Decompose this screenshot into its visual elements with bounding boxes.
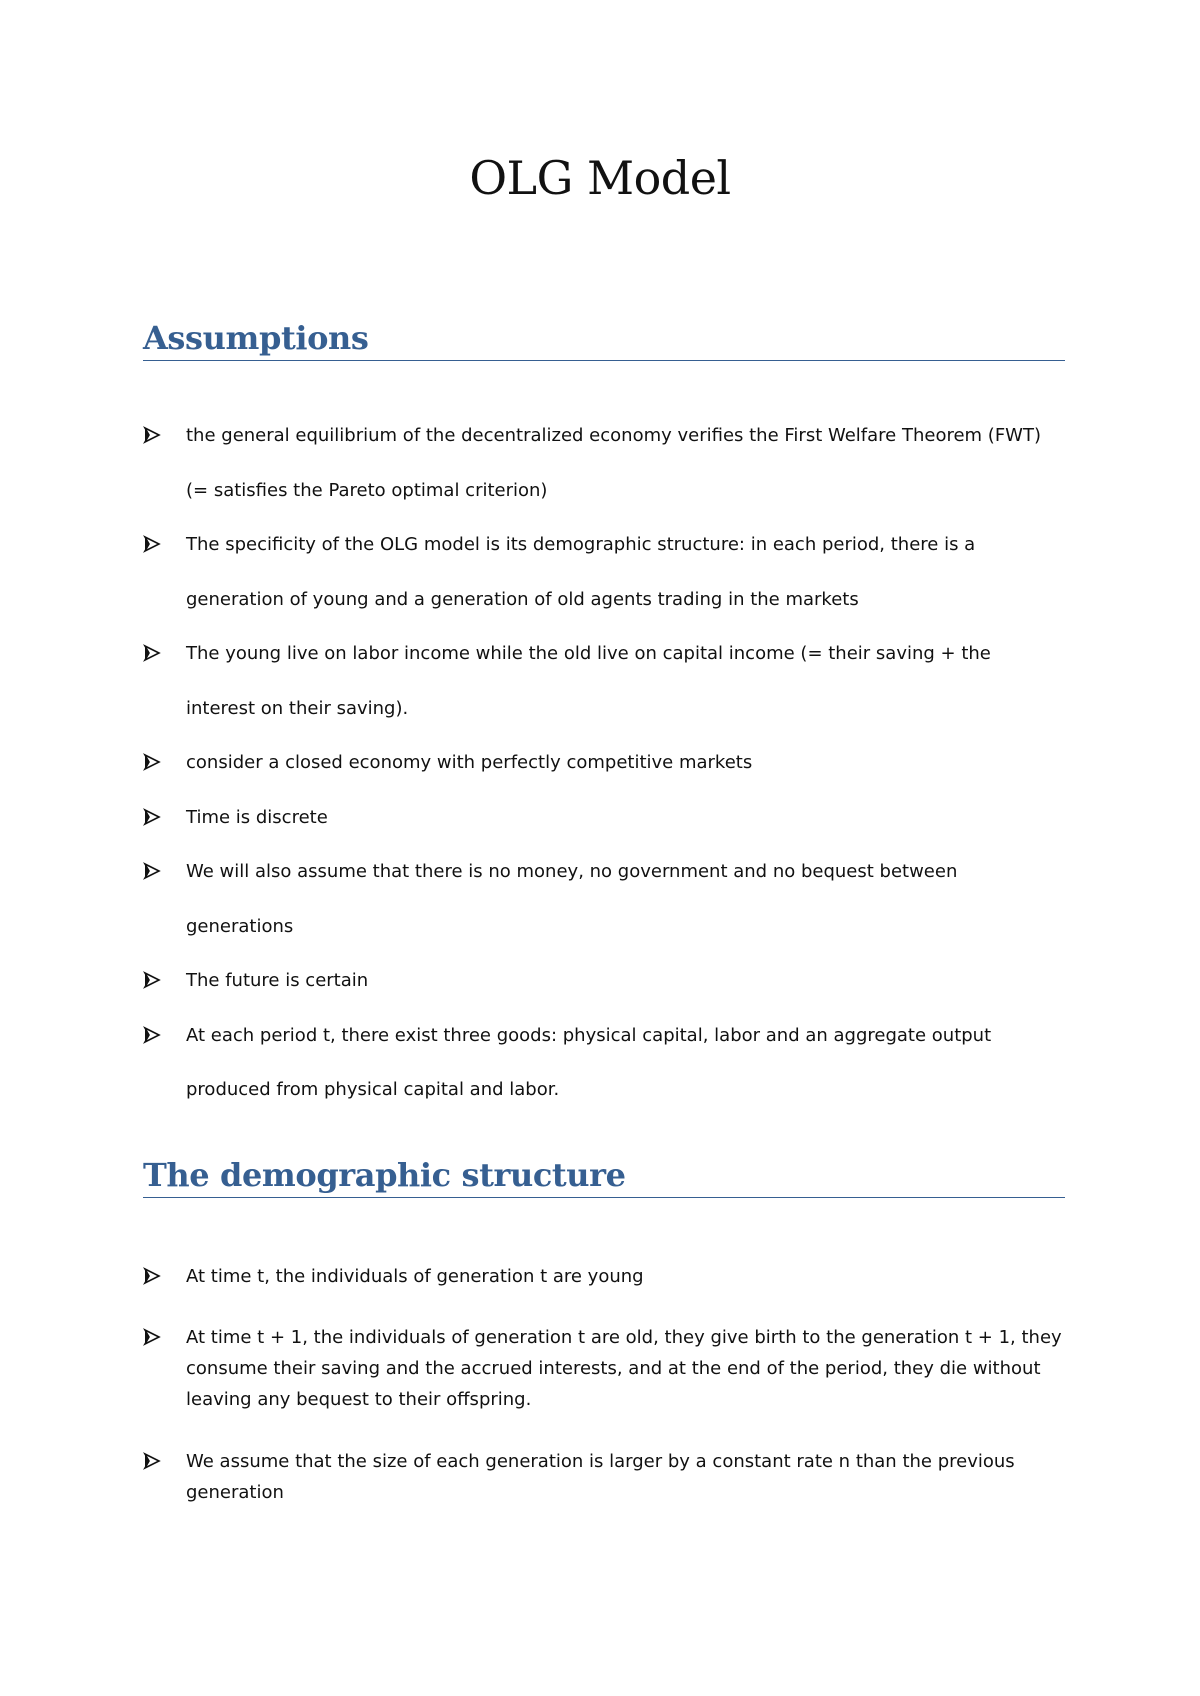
arrow-bullet-icon — [143, 753, 165, 771]
arrow-bullet-icon — [143, 808, 165, 826]
list-item — [143, 791, 1065, 846]
list-item — [143, 1446, 1065, 1508]
list-item — [143, 1009, 1065, 1118]
list-item-text: At time t, the individuals of generation t are young — [186, 1266, 644, 1287]
list-item-text: At time t + 1, the individuals of generation t are old, they give birth to the generation t + 1, they consume their saving and the accrued interests, and at the end of the period, they die without leaving any bequest to their offspring. — [186, 1327, 1062, 1410]
list-item-text: The future is certain — [186, 970, 369, 991]
arrow-bullet-icon — [143, 1452, 165, 1470]
list-item — [143, 1322, 1065, 1415]
list-item-text: The specificity of the OLG model is its demographic structure: in each period, there is a generation of young and a generation of old agents trading in the markets — [186, 534, 976, 610]
list-item — [143, 1261, 1065, 1292]
section-heading-demographic-structure: The demographic structure — [143, 1155, 1065, 1198]
list-item — [143, 627, 1065, 736]
arrow-bullet-icon — [143, 1267, 165, 1285]
arrow-bullet-icon — [143, 535, 165, 553]
list-item-text: We assume that the size of each generation is larger by a constant rate n than the previous generation — [186, 1451, 1015, 1503]
list-item-text: Time is discrete — [186, 806, 328, 828]
list-item — [143, 518, 1065, 627]
list-item — [143, 736, 1065, 791]
list-item — [143, 845, 1065, 954]
demographic-list — [143, 1261, 1065, 1539]
list-item-text: The young live on labor income while the old live on capital income (= their saving + the interest on their saving). — [186, 643, 991, 719]
list-item-text: the general equilibrium of the decentralized economy verifies the First Welfare Theorem (FWT) (= satisfies the Pareto optimal criterion) — [186, 425, 1041, 501]
arrow-bullet-icon — [143, 971, 165, 989]
arrow-bullet-icon — [143, 426, 165, 444]
arrow-bullet-icon — [143, 1328, 165, 1346]
document-title: OLG Model — [469, 151, 731, 205]
list-item — [143, 954, 1065, 1009]
list-item-text: We will also assume that there is no money, no government and no bequest between generations — [186, 861, 958, 937]
list-item-text: consider a closed economy with perfectly competitive markets — [186, 752, 753, 773]
arrow-bullet-icon — [143, 644, 165, 662]
list-item — [143, 409, 1065, 518]
arrow-bullet-icon — [143, 1026, 165, 1044]
list-item-text: At each period t, there exist three goods: physical capital, labor and an aggregate output produced from physical capital and labor. — [186, 1024, 992, 1100]
section-heading-assumptions: Assumptions — [143, 318, 1065, 361]
arrow-bullet-icon — [143, 862, 165, 880]
assumptions-list — [143, 409, 1065, 1118]
